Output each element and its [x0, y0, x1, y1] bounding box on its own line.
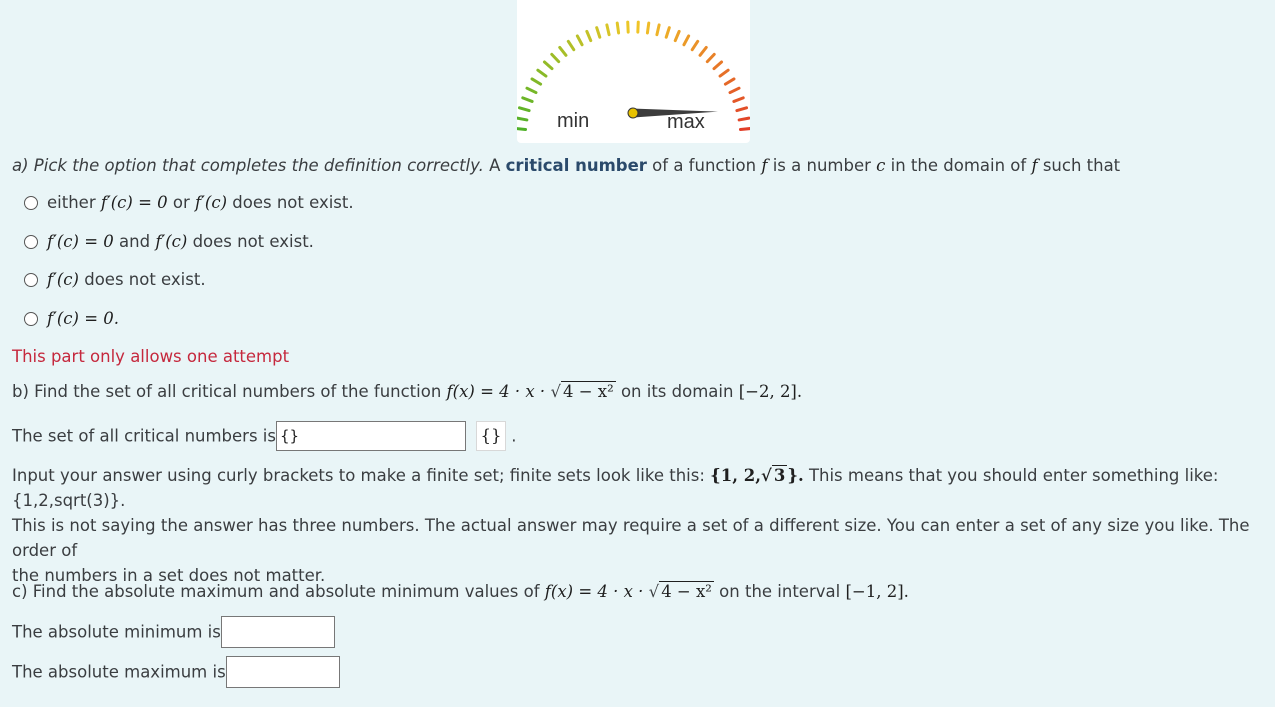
gauge-tick — [740, 129, 750, 130]
gauge-tick — [532, 79, 541, 84]
gauge-tick — [552, 54, 559, 61]
part-b-answer-row: The set of all critical numbers is{} {} . — [12, 421, 517, 451]
gauge-tick — [666, 28, 669, 38]
gauge-tick — [517, 129, 526, 130]
gauge-tick — [617, 23, 618, 33]
gauge-tick — [692, 41, 697, 49]
sqrt-expression: √ 4 − x² — [550, 382, 614, 401]
gauge-tick — [523, 98, 532, 102]
gauge-tick — [517, 118, 527, 120]
gauge-tick — [577, 36, 582, 45]
part-c-prompt: c) Find the absolute maximum and absolute minimum values of f(x) = 4 · x · √ 4 − x² on the interval [−1, 2]. — [12, 582, 909, 601]
gauge-tick — [714, 62, 722, 69]
difficulty-gauge — [517, 0, 750, 143]
radio-button[interactable] — [24, 273, 38, 287]
gauge-min-label: min — [557, 110, 590, 132]
critical-numbers-input[interactable] — [276, 421, 466, 451]
radio-button[interactable] — [24, 196, 38, 210]
part-b-help: Input your answer using curly brackets to make a finite set; finite sets look like this: {1, 2,√ 3 }. This means that you should enter something like: {1,2,sqrt(3)}. This is not saying the answer has three numbers. The actual answer may require a set of a different size. You can enter a set of any size you like. The order of the numbers in a set does not matter. — [12, 466, 1250, 585]
gauge-tick — [657, 25, 659, 35]
gauge-tick — [675, 31, 679, 40]
gauge-tick — [725, 79, 734, 84]
radio-button[interactable] — [24, 235, 38, 249]
option-and[interactable]: f′(c) = 0 and f′(c) does not exist. — [24, 232, 314, 251]
option-does-not-exist[interactable]: f′(c) does not exist. — [24, 270, 206, 289]
part-a-prompt: a) Pick the option that completes the definition correctly. A critical number of a function f is a number c in the domain of f such that — [12, 156, 1121, 175]
gauge-tick — [597, 28, 600, 38]
gauge-tick — [737, 108, 747, 111]
gauge-hub — [628, 108, 638, 118]
gauge-tick — [720, 70, 728, 76]
gauge-tick — [527, 88, 536, 92]
gauge-dial — [517, 0, 750, 143]
part-b-answer-label: The set of all critical numbers is — [12, 426, 276, 446]
absolute-minimum-input[interactable] — [221, 616, 335, 648]
radio-button[interactable] — [24, 312, 38, 326]
gauge-tick — [560, 47, 566, 55]
gauge-tick — [538, 70, 546, 76]
gauge-max-label: max — [667, 111, 705, 133]
attempt-note: This part only allows one attempt — [12, 347, 290, 366]
gauge-tick — [568, 41, 573, 49]
gauge-tick — [707, 54, 714, 61]
option-equals-zero[interactable]: f′(c) = 0. — [24, 309, 119, 328]
gauge-tick — [684, 36, 689, 45]
answer-preview: {} — [476, 421, 506, 451]
gauge-tick — [739, 118, 749, 120]
part-b-prompt: b) Find the set of all critical numbers of the function f(x) = 4 · x · √ 4 − x² on its domain [−2, 2]. — [12, 382, 803, 401]
gauge-tick — [734, 98, 743, 102]
gauge-tick — [730, 88, 739, 92]
gauge-tick — [700, 47, 706, 55]
option-either[interactable]: either f′(c) = 0 or f′(c) does not exist. — [24, 193, 354, 212]
abs-min-row: The absolute minimum is — [12, 616, 335, 648]
absolute-maximum-input[interactable] — [226, 656, 340, 688]
gauge-tick — [607, 25, 609, 35]
gauge-tick — [544, 62, 552, 69]
gauge-tick — [587, 31, 591, 40]
abs-max-row: The absolute maximum is — [12, 656, 340, 688]
gauge-tick — [519, 108, 529, 111]
gauge-tick — [647, 23, 648, 33]
